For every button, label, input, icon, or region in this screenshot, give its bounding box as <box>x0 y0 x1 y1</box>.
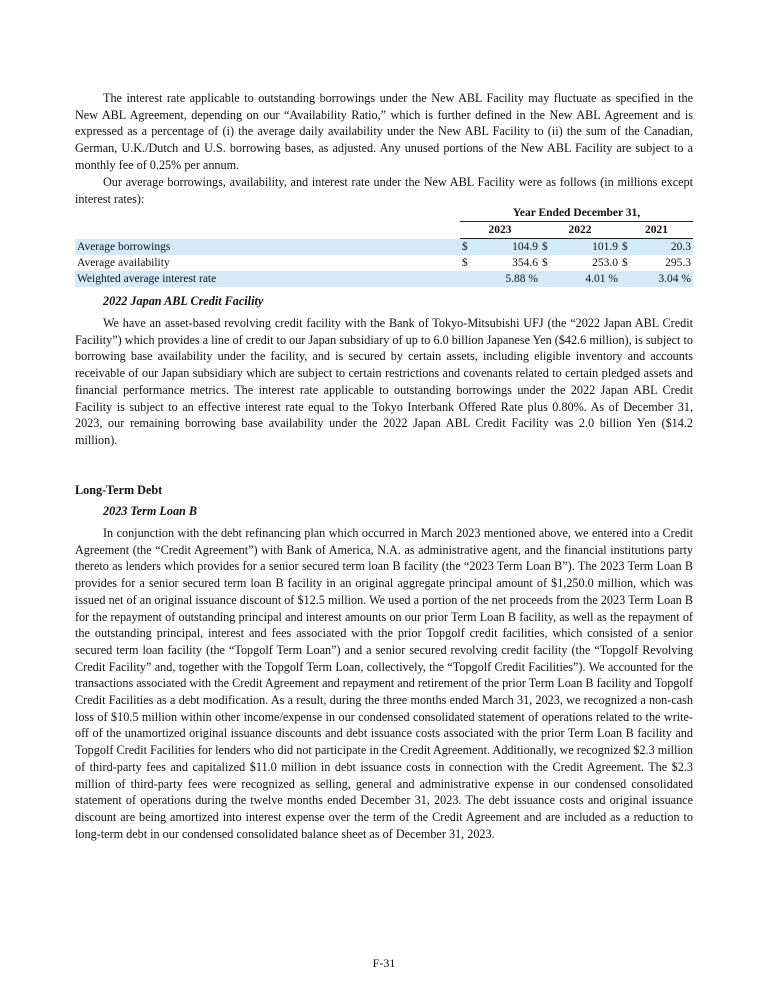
value: 4.01 % <box>558 271 620 287</box>
value: 354.6 <box>512 257 538 269</box>
table-row <box>75 239 693 256</box>
currency: $ <box>460 239 478 256</box>
table-header-period: Year Ended December 31, <box>460 205 693 222</box>
value: 104.9 <box>478 239 540 256</box>
table-row <box>75 271 693 287</box>
paragraph-average-borrowings-intro: Our average borrowings, availability, and interest rate under the New ABL Facility were as follows (in millions except interest rates): <box>75 175 693 206</box>
row-label: Weighted average interest rate <box>75 271 460 287</box>
year-2021: 2021 <box>620 222 693 239</box>
currency: $ <box>622 257 628 269</box>
value: 3.04 % <box>638 271 693 287</box>
year-2022: 2022 <box>540 222 620 239</box>
paragraph-abl-interest: The interest rate applicable to outstanding borrowings under the New ABL Facility may fluctuate as specified in the New ABL Agreement, depending on our “Availability Ratio,” which is further defined in the New ABL Agreement and is expressed as a percentage of (i) the average daily availability under the New ABL Facility to (ii) the sum of the Canadian, German, U.K./Dutch and U.S. borrowing bases, as adjusted. Any unused portions of the New ABL Facility are subject to a monthly fee of 0.25% per annum. <box>75 91 693 172</box>
paragraph-japan-abl: We have an asset-based revolving credit facility with the Bank of Tokyo-Mitsubishi UFJ (the “2022 Japan ABL Credit Facility”) which provides a line of credit to our Japan subsidiary of up to 6.0 billion Japanese Yen ($42.6 million), is subject to borrowing base availability under the facility, and is secured by certain assets, including eligible inventory and accounts receivable of our Japan subsidiary which are subject to certain restrictions and covenants related to certain pledged assets and financial performance metrics. The interest rate applicable to outstanding borrowings under the 2022 Japan ABL Credit Facility is subject to an effective interest rate equal to the Tokyo Interbank Offered Rate plus 0.80%. As of December 31, 2023, our remaining borrowing base availability under the 2022 Japan ABL Credit Facility was 2.0 billion Yen ($14.2 million). <box>75 316 693 447</box>
value: 295.3 <box>665 257 691 269</box>
value: 101.9 <box>558 239 620 256</box>
value: 20.3 <box>638 239 693 256</box>
page-number: F-31 <box>372 956 396 970</box>
value: 253.0 <box>592 257 618 269</box>
value: 5.88 % <box>478 271 540 287</box>
abl-facility-table <box>75 205 693 287</box>
heading-japan-abl: 2022 Japan ABL Credit Facility <box>103 294 264 308</box>
row-label: Average borrowings <box>75 239 460 256</box>
heading-term-loan-b: 2023 Term Loan B <box>103 504 198 518</box>
currency: $ <box>540 239 558 256</box>
heading-long-term-debt: Long-Term Debt <box>75 483 163 497</box>
row-label: Average availability <box>77 257 170 269</box>
year-2023: 2023 <box>460 222 540 239</box>
currency: $ <box>542 257 548 269</box>
currency: $ <box>462 257 468 269</box>
currency: $ <box>620 239 638 256</box>
table-row <box>75 255 693 271</box>
paragraph-term-loan-b: In conjunction with the debt refinancing plan which occurred in March 2023 mentioned above, we entered into a Credit Agreement (the “Credit Agreement”) with Bank of America, N.A. as administrative agent, and the financial institutions party thereto as lenders which provides for a senior secured term loan B facility (the “2023 Term Loan B”). The 2023 Term Loan B provides for a senior secured term loan B facility in an original aggregate principal amount of $1,250.0 million, which was issued net of an original issuance discount of $12.5 million. We used a portion of the net proceeds from the 2023 Term Loan B for the repayment of outstanding principal and interest amounts on our prior Term Loan B facility, as well as the repayment of the outstanding principal, interest and fees associated with the prior Topgolf credit facilities, which consisted of a senior secured term loan facility (the “Topgolf Term Loan”) and a senior secured revolving credit facility (the “Topgolf Revolving Credit Facility” and, together with the Topgolf Term Loan, collectively, the “Topgolf Credit Facilities”). We accounted for the transactions associated with the Credit Agreement and repayment and retirement of the prior Term Loan B facility and Topgolf Credit Facilities as a debt modification. As a result, during the three months ended March 31, 2023, we recognized a non-cash loss of $10.5 million within other income/expense in our condensed consolidated statement of operations related to the write-off of the unamortized original issuance discounts and debt issuance costs associated with the prior Term Loan B facility and Topgolf Credit Facilities for lenders who did not participate in the Credit Agreement. Additionally, we recognized $2.3 million of third-party fees and capitalized $11.0 million in debt issuance costs in connection with the Credit Agreement. The $2.3 million of third-party fees were recognized as selling, general and administrative expense in our condensed consolidated statement of operations during the twelve months ended December 31, 2023. The debt issuance costs and original issuance discount are being amortized into interest expense over the term of the Credit Agreement and are included as a reduction to long-term debt in our condensed consolidated balance sheet as of December 31, 2023. <box>75 526 693 841</box>
